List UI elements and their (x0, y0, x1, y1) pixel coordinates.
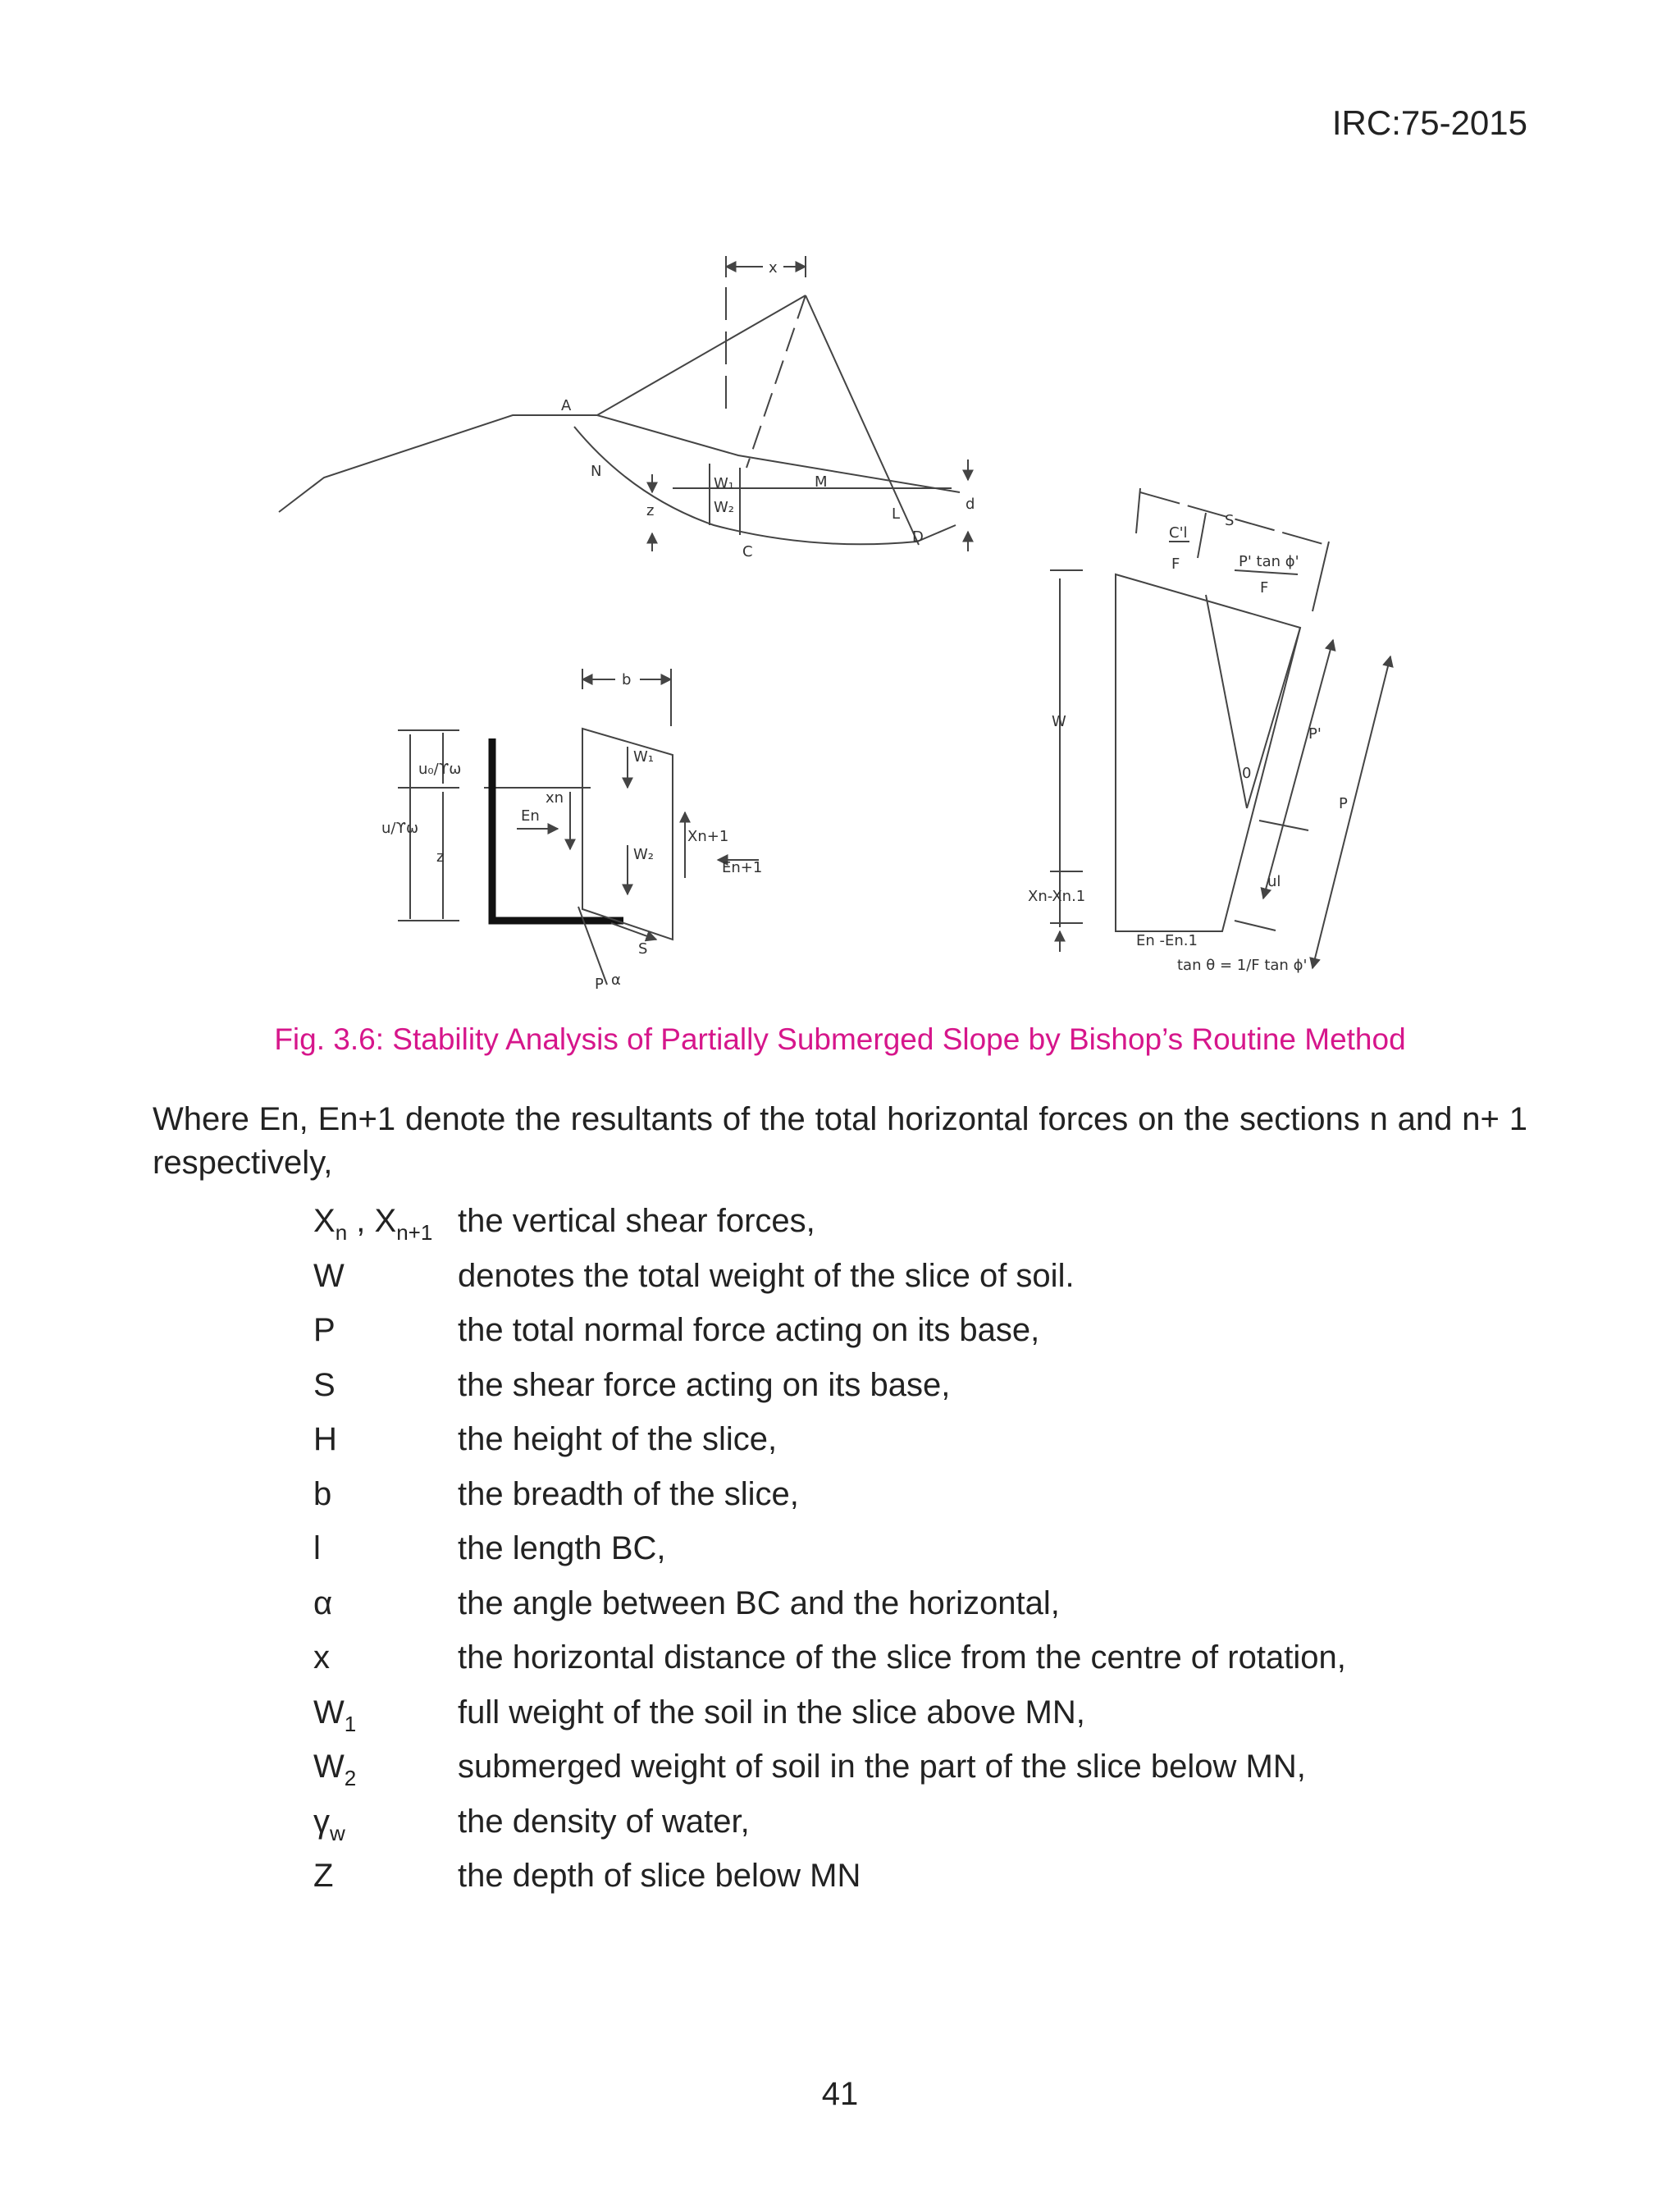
definition-text: the angle between BC and the horizontal, (458, 1584, 1060, 1621)
label-u0: u₀/ϒω (418, 761, 462, 778)
s-dim-tick-left (1136, 488, 1140, 533)
definition-symbol: x (313, 1639, 330, 1676)
definition-symbol: Z (313, 1858, 334, 1894)
definition-symbol: $W_1$ (313, 1694, 357, 1736)
label-a: A (561, 397, 572, 414)
stability-analysis-figure (0, 0, 1680, 1017)
radius-line-a (597, 295, 806, 415)
label-x: x (769, 259, 778, 277)
definition-text: the vertical shear forces, (458, 1203, 815, 1239)
page-number: 41 (821, 2076, 859, 2112)
document-code: IRC:75-2015 (1331, 103, 1527, 142)
label-en-en1: En -En.1 (1136, 932, 1198, 949)
s-dim-tick-mid (1198, 513, 1206, 558)
label-tan: tan θ = 1/F tan ɸ' (1177, 957, 1308, 974)
label-alpha: α (611, 972, 621, 989)
label-n: N (591, 463, 602, 480)
diagonal-line-2 (1247, 628, 1300, 808)
label-w1-slope: W₁ (714, 475, 735, 492)
diagonal-line-1 (1206, 595, 1247, 808)
definition-text: the length BC, (458, 1530, 666, 1566)
definition-text: the horizontal distance of the slice from the centre of rotation, (458, 1639, 1346, 1676)
definition-symbol: l (313, 1530, 321, 1566)
definition-symbol: P (313, 1312, 336, 1348)
label-ptan: P' tan ɸ' (1239, 553, 1299, 570)
definition-text: denotes the total weight of the slice of soil. (458, 1257, 1075, 1294)
label-z-slope: z (646, 502, 655, 519)
slope-text (561, 259, 975, 560)
label-s-polygon: S (1225, 512, 1235, 529)
p-dim (1312, 656, 1390, 968)
label-ul: ul (1267, 873, 1281, 890)
definition-symbol: α (313, 1584, 333, 1621)
label-z-slice: z (436, 848, 445, 866)
label-cl: C'l (1169, 524, 1188, 542)
ul-tick-bottom (1235, 921, 1276, 930)
label-en1: En+1 (722, 859, 763, 876)
label-m: M (815, 473, 828, 491)
label-d-small: d (966, 496, 975, 513)
label-f1: F (1171, 556, 1180, 573)
definition-symbol: W (313, 1257, 345, 1294)
label-l: L (892, 505, 901, 523)
force-polygon (1050, 488, 1390, 968)
label-s-slice: S (638, 940, 648, 958)
label-w2-slice: W₂ (633, 846, 655, 863)
label-w-polygon: W (1052, 713, 1066, 730)
label-w2-slope: W₂ (714, 499, 735, 516)
definition-text: the height of the slice, (458, 1421, 778, 1457)
definition-symbol: $W_2$ (313, 1749, 357, 1790)
figure-caption: Fig. 3.6: Stability Analysis of Partially Submerged Slope by Bishop’s Routine Method (274, 1022, 1406, 1056)
label-xn-xn1: Xn-Xn.1 (1028, 888, 1086, 905)
definition-text: submerged weight of soil in the part of the slice below MN, (458, 1749, 1306, 1785)
label-f2: F (1260, 579, 1269, 597)
label-d: D (912, 528, 924, 546)
label-c: C (742, 543, 753, 560)
dashed-radius-line (746, 295, 806, 468)
label-p-slice: P (595, 976, 604, 993)
ground-surface-line (279, 415, 960, 512)
definition-text: the depth of slice below MN (458, 1858, 861, 1894)
pprime-dim (1263, 640, 1333, 898)
definition-symbol: $X_n$ , $X_{n+1}$ (313, 1203, 433, 1245)
slice-diagram (398, 669, 759, 985)
label-theta: 0 (1242, 765, 1252, 782)
slope-diagram (279, 256, 968, 551)
ptan-fraction-bar (1235, 570, 1298, 574)
polygon-text (1028, 512, 1348, 974)
definition-symbol: $\gamma_w$ (313, 1803, 345, 1845)
definition-symbol: S (313, 1366, 336, 1403)
intro-paragraph: Where En, En+1 denote the resultants of the total horizontal forces on the sections n and n+ 1 respectively, (153, 1101, 1527, 1181)
label-b: b (622, 671, 632, 688)
s-dim-tick-right (1312, 542, 1329, 611)
definition-text: the density of water, (458, 1803, 750, 1840)
definition-text: the shear force acting on its base, (458, 1366, 951, 1403)
definition-text: the breadth of the slice, (458, 1475, 799, 1512)
slice-text (381, 671, 762, 993)
label-w1-slice: W₁ (633, 748, 655, 766)
definition-symbol: H (313, 1421, 337, 1457)
label-u: u/ϒω (381, 820, 419, 837)
label-xn: xn (546, 789, 564, 807)
radius-line-d (806, 295, 919, 545)
definition-text: full weight of the soil in the slice above MN, (458, 1694, 1085, 1731)
label-p-polygon: P (1339, 795, 1348, 812)
definition-text: the total normal force acting on its base, (458, 1312, 1040, 1348)
slip-circle-arc (574, 427, 956, 544)
label-xn1: Xn+1 (687, 828, 729, 845)
definition-symbol: b (313, 1475, 332, 1512)
label-pprime: P' (1308, 725, 1322, 743)
label-en: En (521, 807, 540, 825)
